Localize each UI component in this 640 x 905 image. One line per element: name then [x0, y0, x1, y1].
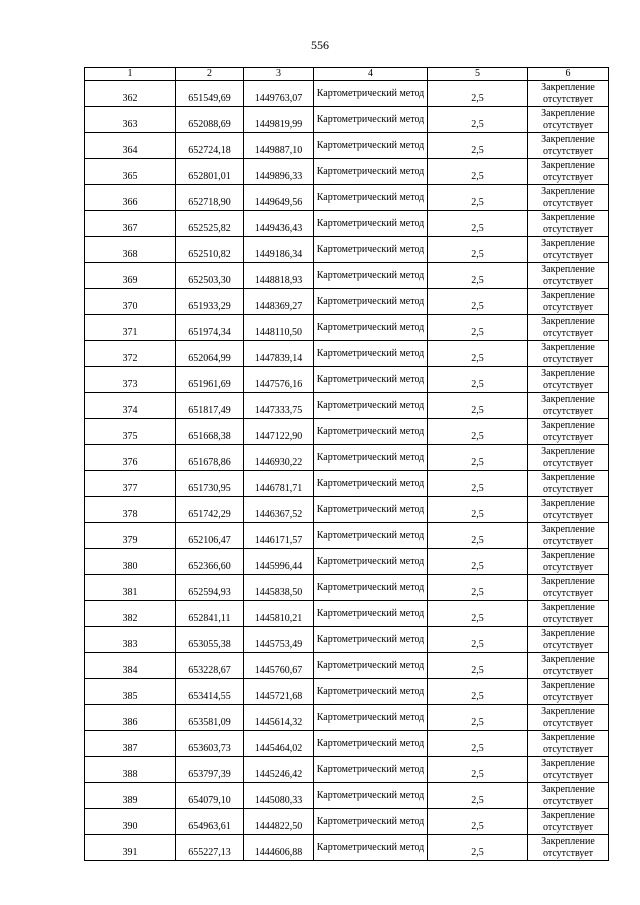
- method-cell: Картометрический метод: [314, 731, 428, 757]
- method-cell: Картометрический метод: [314, 393, 428, 419]
- x-coordinate-cell: 652366,60: [176, 549, 244, 575]
- column-header: 3: [244, 68, 314, 81]
- fixing-cell: Закрепление отсутствует: [528, 211, 609, 237]
- method-cell: Картометрический метод: [314, 705, 428, 731]
- column-header: 5: [428, 68, 528, 81]
- table-row: [85, 497, 609, 523]
- fixing-cell: Закрепление отсутствует: [528, 757, 609, 783]
- y-coordinate-cell: 1446367,52: [244, 497, 314, 523]
- accuracy-cell: 2,5: [428, 549, 528, 575]
- accuracy-cell: 2,5: [428, 523, 528, 549]
- table-row: [85, 419, 609, 445]
- fixing-cell: Закрепление отсутствует: [528, 497, 609, 523]
- point-number-cell: 369: [85, 263, 176, 289]
- table-row: [85, 809, 609, 835]
- table-row: [85, 523, 609, 549]
- fixing-cell: Закрепление отсутствует: [528, 627, 609, 653]
- fixing-cell: Закрепление отсутствует: [528, 133, 609, 159]
- point-number-cell: 374: [85, 393, 176, 419]
- column-header: 6: [528, 68, 609, 81]
- accuracy-cell: 2,5: [428, 185, 528, 211]
- accuracy-cell: 2,5: [428, 601, 528, 627]
- y-coordinate-cell: 1446171,57: [244, 523, 314, 549]
- x-coordinate-cell: 652088,69: [176, 107, 244, 133]
- y-coordinate-cell: 1445614,32: [244, 705, 314, 731]
- table-row: [85, 445, 609, 471]
- point-number-cell: 377: [85, 471, 176, 497]
- column-header: 4: [314, 68, 428, 81]
- point-number-cell: 365: [85, 159, 176, 185]
- accuracy-cell: 2,5: [428, 679, 528, 705]
- point-number-cell: 384: [85, 653, 176, 679]
- table-row: [85, 627, 609, 653]
- y-coordinate-cell: 1449896,33: [244, 159, 314, 185]
- y-coordinate-cell: 1449763,07: [244, 81, 314, 107]
- method-cell: Картометрический метод: [314, 601, 428, 627]
- point-number-cell: 367: [85, 211, 176, 237]
- method-cell: Картометрический метод: [314, 263, 428, 289]
- table-row: [85, 705, 609, 731]
- fixing-cell: Закрепление отсутствует: [528, 705, 609, 731]
- method-cell: Картометрический метод: [314, 835, 428, 861]
- point-number-cell: 386: [85, 705, 176, 731]
- table-row: [85, 185, 609, 211]
- column-header: 1: [85, 68, 176, 81]
- x-coordinate-cell: 651817,49: [176, 393, 244, 419]
- point-number-cell: 368: [85, 237, 176, 263]
- accuracy-cell: 2,5: [428, 393, 528, 419]
- y-coordinate-cell: 1445760,67: [244, 653, 314, 679]
- fixing-cell: Закрепление отсутствует: [528, 601, 609, 627]
- point-number-cell: 375: [85, 419, 176, 445]
- accuracy-cell: 2,5: [428, 731, 528, 757]
- accuracy-cell: 2,5: [428, 835, 528, 861]
- x-coordinate-cell: 653581,09: [176, 705, 244, 731]
- x-coordinate-cell: 651549,69: [176, 81, 244, 107]
- x-coordinate-cell: 655227,13: [176, 835, 244, 861]
- table-row: [85, 159, 609, 185]
- fixing-cell: Закрепление отсутствует: [528, 523, 609, 549]
- method-cell: Картометрический метод: [314, 315, 428, 341]
- point-number-cell: 389: [85, 783, 176, 809]
- x-coordinate-cell: 651933,29: [176, 289, 244, 315]
- table-row: [85, 757, 609, 783]
- table-row: [85, 133, 609, 159]
- x-coordinate-cell: 652841,11: [176, 601, 244, 627]
- y-coordinate-cell: 1448818,93: [244, 263, 314, 289]
- point-number-cell: 385: [85, 679, 176, 705]
- point-number-cell: 371: [85, 315, 176, 341]
- x-coordinate-cell: 653414,55: [176, 679, 244, 705]
- table-row: [85, 471, 609, 497]
- fixing-cell: Закрепление отсутствует: [528, 679, 609, 705]
- x-coordinate-cell: 652594,93: [176, 575, 244, 601]
- point-number-cell: 376: [85, 445, 176, 471]
- method-cell: Картометрический метод: [314, 783, 428, 809]
- method-cell: Картометрический метод: [314, 575, 428, 601]
- method-cell: Картометрический метод: [314, 679, 428, 705]
- table-header-row: [85, 68, 609, 81]
- table-row: [85, 81, 609, 107]
- fixing-cell: Закрепление отсутствует: [528, 835, 609, 861]
- x-coordinate-cell: 652510,82: [176, 237, 244, 263]
- y-coordinate-cell: 1449436,43: [244, 211, 314, 237]
- accuracy-cell: 2,5: [428, 81, 528, 107]
- fixing-cell: Закрепление отсутствует: [528, 419, 609, 445]
- method-cell: Картометрический метод: [314, 341, 428, 367]
- x-coordinate-cell: 651742,29: [176, 497, 244, 523]
- x-coordinate-cell: 651730,95: [176, 471, 244, 497]
- table-row: [85, 653, 609, 679]
- y-coordinate-cell: 1449887,10: [244, 133, 314, 159]
- page-number: 556: [311, 38, 329, 52]
- x-coordinate-cell: 653055,38: [176, 627, 244, 653]
- fixing-cell: Закрепление отсутствует: [528, 315, 609, 341]
- accuracy-cell: 2,5: [428, 445, 528, 471]
- method-cell: Картометрический метод: [314, 419, 428, 445]
- fixing-cell: Закрепление отсутствует: [528, 393, 609, 419]
- y-coordinate-cell: 1446781,71: [244, 471, 314, 497]
- fixing-cell: Закрепление отсутствует: [528, 289, 609, 315]
- table-row: [85, 549, 609, 575]
- accuracy-cell: 2,5: [428, 263, 528, 289]
- y-coordinate-cell: 1445464,02: [244, 731, 314, 757]
- accuracy-cell: 2,5: [428, 705, 528, 731]
- y-coordinate-cell: 1449819,99: [244, 107, 314, 133]
- method-cell: Картометрический метод: [314, 289, 428, 315]
- accuracy-cell: 2,5: [428, 159, 528, 185]
- method-cell: Картометрический метод: [314, 211, 428, 237]
- table-row: [85, 393, 609, 419]
- y-coordinate-cell: 1445753,49: [244, 627, 314, 653]
- table-row: [85, 367, 609, 393]
- point-number-cell: 383: [85, 627, 176, 653]
- point-number-cell: 362: [85, 81, 176, 107]
- column-header: 2: [176, 68, 244, 81]
- point-number-cell: 379: [85, 523, 176, 549]
- y-coordinate-cell: 1444822,50: [244, 809, 314, 835]
- x-coordinate-cell: 654963,61: [176, 809, 244, 835]
- point-number-cell: 388: [85, 757, 176, 783]
- fixing-cell: Закрепление отсутствует: [528, 445, 609, 471]
- point-number-cell: 378: [85, 497, 176, 523]
- table-row: [85, 835, 609, 861]
- x-coordinate-cell: 651974,34: [176, 315, 244, 341]
- y-coordinate-cell: 1445996,44: [244, 549, 314, 575]
- x-coordinate-cell: 652724,18: [176, 133, 244, 159]
- x-coordinate-cell: 651678,86: [176, 445, 244, 471]
- method-cell: Картометрический метод: [314, 159, 428, 185]
- method-cell: Картометрический метод: [314, 81, 428, 107]
- fixing-cell: Закрепление отсутствует: [528, 367, 609, 393]
- accuracy-cell: 2,5: [428, 783, 528, 809]
- point-number-cell: 390: [85, 809, 176, 835]
- accuracy-cell: 2,5: [428, 627, 528, 653]
- fixing-cell: Закрепление отсутствует: [528, 809, 609, 835]
- y-coordinate-cell: 1445838,50: [244, 575, 314, 601]
- table-row: [85, 237, 609, 263]
- coordinates-table: [84, 67, 609, 861]
- x-coordinate-cell: 653603,73: [176, 731, 244, 757]
- y-coordinate-cell: 1447122,90: [244, 419, 314, 445]
- fixing-cell: Закрепление отсутствует: [528, 549, 609, 575]
- y-coordinate-cell: 1447576,16: [244, 367, 314, 393]
- y-coordinate-cell: 1447839,14: [244, 341, 314, 367]
- table-row: [85, 783, 609, 809]
- x-coordinate-cell: 652718,90: [176, 185, 244, 211]
- accuracy-cell: 2,5: [428, 107, 528, 133]
- method-cell: Картометрический метод: [314, 497, 428, 523]
- point-number-cell: 391: [85, 835, 176, 861]
- x-coordinate-cell: 652525,82: [176, 211, 244, 237]
- x-coordinate-cell: 652503,30: [176, 263, 244, 289]
- method-cell: Картометрический метод: [314, 237, 428, 263]
- table-row: [85, 601, 609, 627]
- point-number-cell: 373: [85, 367, 176, 393]
- y-coordinate-cell: 1445721,68: [244, 679, 314, 705]
- y-coordinate-cell: 1446930,22: [244, 445, 314, 471]
- table-row: [85, 107, 609, 133]
- x-coordinate-cell: 653797,39: [176, 757, 244, 783]
- method-cell: Картометрический метод: [314, 523, 428, 549]
- accuracy-cell: 2,5: [428, 211, 528, 237]
- point-number-cell: 370: [85, 289, 176, 315]
- accuracy-cell: 2,5: [428, 367, 528, 393]
- method-cell: Картометрический метод: [314, 133, 428, 159]
- table-row: [85, 341, 609, 367]
- fixing-cell: Закрепление отсутствует: [528, 237, 609, 263]
- y-coordinate-cell: 1445080,33: [244, 783, 314, 809]
- method-cell: Картометрический метод: [314, 471, 428, 497]
- point-number-cell: 380: [85, 549, 176, 575]
- y-coordinate-cell: 1448110,50: [244, 315, 314, 341]
- y-coordinate-cell: 1449186,34: [244, 237, 314, 263]
- fixing-cell: Закрепление отсутствует: [528, 783, 609, 809]
- point-number-cell: 381: [85, 575, 176, 601]
- fixing-cell: Закрепление отсутствует: [528, 731, 609, 757]
- table-row: [85, 575, 609, 601]
- x-coordinate-cell: 652801,01: [176, 159, 244, 185]
- x-coordinate-cell: 652064,99: [176, 341, 244, 367]
- method-cell: Картометрический метод: [314, 549, 428, 575]
- point-number-cell: 364: [85, 133, 176, 159]
- table-row: [85, 263, 609, 289]
- y-coordinate-cell: 1448369,27: [244, 289, 314, 315]
- fixing-cell: Закрепление отсутствует: [528, 159, 609, 185]
- method-cell: Картометрический метод: [314, 757, 428, 783]
- accuracy-cell: 2,5: [428, 471, 528, 497]
- y-coordinate-cell: 1449649,56: [244, 185, 314, 211]
- table-row: [85, 211, 609, 237]
- accuracy-cell: 2,5: [428, 757, 528, 783]
- fixing-cell: Закрепление отсутствует: [528, 263, 609, 289]
- point-number-cell: 366: [85, 185, 176, 211]
- fixing-cell: Закрепление отсутствует: [528, 575, 609, 601]
- y-coordinate-cell: 1447333,75: [244, 393, 314, 419]
- point-number-cell: 387: [85, 731, 176, 757]
- accuracy-cell: 2,5: [428, 289, 528, 315]
- point-number-cell: 382: [85, 601, 176, 627]
- accuracy-cell: 2,5: [428, 653, 528, 679]
- fixing-cell: Закрепление отсутствует: [528, 653, 609, 679]
- method-cell: Картометрический метод: [314, 627, 428, 653]
- fixing-cell: Закрепление отсутствует: [528, 185, 609, 211]
- accuracy-cell: 2,5: [428, 315, 528, 341]
- point-number-cell: 372: [85, 341, 176, 367]
- fixing-cell: Закрепление отсутствует: [528, 81, 609, 107]
- accuracy-cell: 2,5: [428, 419, 528, 445]
- point-number-cell: 363: [85, 107, 176, 133]
- table-row: [85, 731, 609, 757]
- method-cell: Картометрический метод: [314, 653, 428, 679]
- method-cell: Картометрический метод: [314, 185, 428, 211]
- x-coordinate-cell: 654079,10: [176, 783, 244, 809]
- fixing-cell: Закрепление отсутствует: [528, 107, 609, 133]
- method-cell: Картометрический метод: [314, 367, 428, 393]
- accuracy-cell: 2,5: [428, 575, 528, 601]
- accuracy-cell: 2,5: [428, 237, 528, 263]
- accuracy-cell: 2,5: [428, 133, 528, 159]
- accuracy-cell: 2,5: [428, 497, 528, 523]
- method-cell: Картометрический метод: [314, 107, 428, 133]
- x-coordinate-cell: 652106,47: [176, 523, 244, 549]
- x-coordinate-cell: 651961,69: [176, 367, 244, 393]
- accuracy-cell: 2,5: [428, 341, 528, 367]
- y-coordinate-cell: 1445810,21: [244, 601, 314, 627]
- fixing-cell: Закрепление отсутствует: [528, 471, 609, 497]
- x-coordinate-cell: 651668,38: [176, 419, 244, 445]
- fixing-cell: Закрепление отсутствует: [528, 341, 609, 367]
- table-row: [85, 679, 609, 705]
- y-coordinate-cell: 1444606,88: [244, 835, 314, 861]
- table-row: [85, 315, 609, 341]
- accuracy-cell: 2,5: [428, 809, 528, 835]
- table-row: [85, 289, 609, 315]
- method-cell: Картометрический метод: [314, 445, 428, 471]
- method-cell: Картометрический метод: [314, 809, 428, 835]
- x-coordinate-cell: 653228,67: [176, 653, 244, 679]
- y-coordinate-cell: 1445246,42: [244, 757, 314, 783]
